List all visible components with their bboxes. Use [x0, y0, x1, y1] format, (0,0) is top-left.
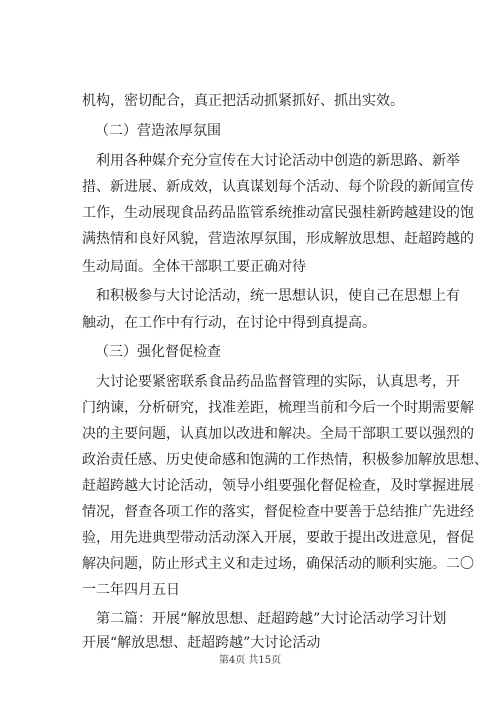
text-line-1: 机构，密切配合，真正把活动抓紧抓好、抓出实效。 [82, 93, 404, 109]
text-line-13: 决的主要问题，认真加以改进和解决。全局干部职工要以强烈的 [82, 426, 474, 442]
text-line-12: 门纳谏，分析研究，找准差距，梳理当前和今后一个时期需要解 [82, 400, 474, 416]
text-line-15: 赶超跨越大讨论活动，领导小组要强化督促检查，及时掌握进展 [82, 478, 474, 494]
text-line-4: 措、新进展、新成效，认真谋划每个活动、每个阶段的新闻宣传 [82, 179, 474, 195]
page-footer: 第4页 共15页 [218, 655, 282, 666]
text-line-16: 情况，督查各项工作的落实，督促检查中要善于总结推广先进经 [82, 504, 474, 520]
section-heading-3: （三）强化督促检查 [95, 344, 221, 360]
text-line-6: 满热情和良好风貌，营造浓厚氛围，形成解放思想、赶超跨越的 [82, 231, 474, 247]
section-heading-2: （二）营造浓厚氛围 [95, 123, 221, 139]
text-line-9: 触动，在工作中有行动，在讨论中得到真提高。 [82, 315, 376, 331]
text-line-14: 政治责任感、历史使命感和饱满的工作热情，积极参加解放思想、 [82, 452, 488, 468]
text-line-7: 生动局面。全体干部职工要正确对待 [82, 259, 306, 275]
text-line-8: 和积极参与大讨论活动，统一思想认识，使自己在思想上有 [96, 288, 460, 304]
text-line-3: 利用各种媒介充分宣传在大讨论活动中创造的新思路、新举 [96, 153, 460, 169]
text-line-19: 一二年四月五日 [82, 582, 180, 598]
text-line-18: 解决问题，防止形式主义和走过场，确保活动的顺利实施。二〇 [82, 556, 474, 572]
text-line-5: 工作，生动展现食品药品监管系统推动富民强桂新跨越建设的饱 [82, 205, 474, 221]
article-title-line-1: 第二篇：开展“解放思想、赶超跨越”大讨论活动学习计划 [96, 611, 447, 627]
article-title-line-2: 开展“解放思想、赶超跨越”大讨论活动 [82, 635, 321, 651]
text-line-11: 大讨论要紧密联系食品药品监督管理的实际，认真思考，开 [96, 374, 460, 390]
text-line-17: 验，用先进典型带动活动深入开展，要敢于提出改进意见，督促 [82, 530, 474, 546]
